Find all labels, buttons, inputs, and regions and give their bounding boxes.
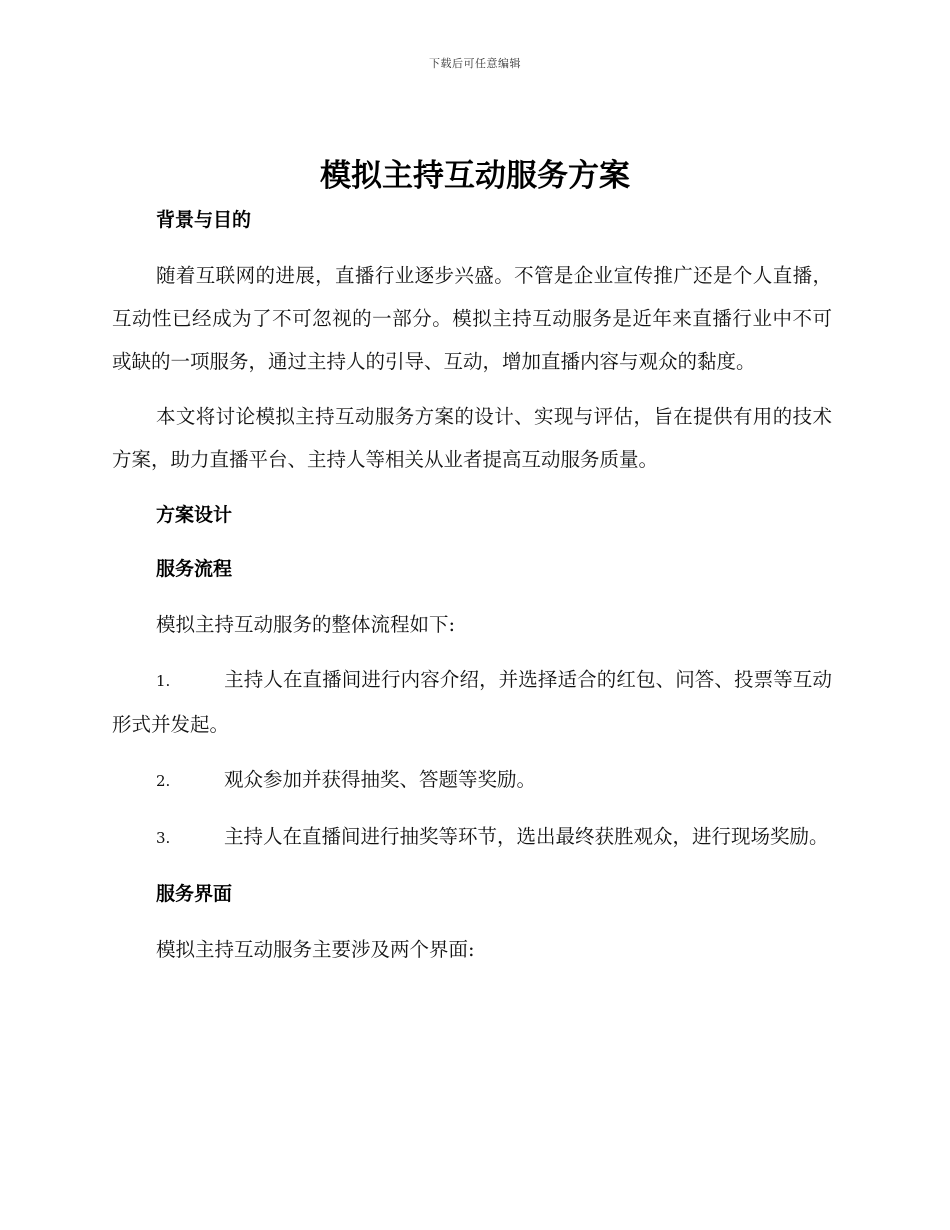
list-item: [112, 758, 832, 803]
heading-ui: 服务界面: [156, 883, 233, 905]
list-text: 主持人在直播间进行内容介绍，并选择适合的红包、问答、投票等互动形式并发起。: [112, 668, 832, 736]
paragraph-flow-intro: 模拟主持互动服务的整体流程如下:: [156, 613, 456, 636]
paragraph-background-1: 随着互联网的进展，直播行业逐步兴盛。不管是企业宣传推广还是个人直播，互动性已经成为了不可忽视的一部分。模拟主持互动服务是近年来直播行业中不可或缺的一项服务，通过主持人的引导、互动，增加直播内容与观众的黏度。: [112, 264, 832, 373]
header-note: 下载后可任意编辑: [429, 57, 521, 70]
list-text: 主持人在直播间进行抽奖等环节，选出最终获胜观众，进行现场奖励。: [224, 825, 829, 848]
heading-design: 方案设计: [156, 504, 233, 526]
list-text: 观众参加并获得抽奖、答题等奖励。: [224, 768, 537, 791]
list-number: 2.: [156, 772, 171, 790]
heading-flow: 服务流程: [156, 558, 233, 580]
document-body: [112, 200, 832, 971]
list-number: 1.: [156, 672, 171, 690]
heading-background: 背景与目的: [156, 209, 252, 231]
document-title: 模拟主持互动服务方案: [320, 158, 630, 194]
list-item: [112, 658, 832, 746]
list-item: [112, 815, 832, 860]
paragraph-ui-intro: 模拟主持互动服务主要涉及两个界面:: [156, 938, 475, 961]
paragraph-background-2: 本文将讨论模拟主持互动服务方案的设计、实现与评估，旨在提供有用的技术方案，助力直播平台、主持人等相关从业者提高互动服务质量。: [112, 405, 832, 471]
list-number: 3.: [156, 829, 171, 847]
